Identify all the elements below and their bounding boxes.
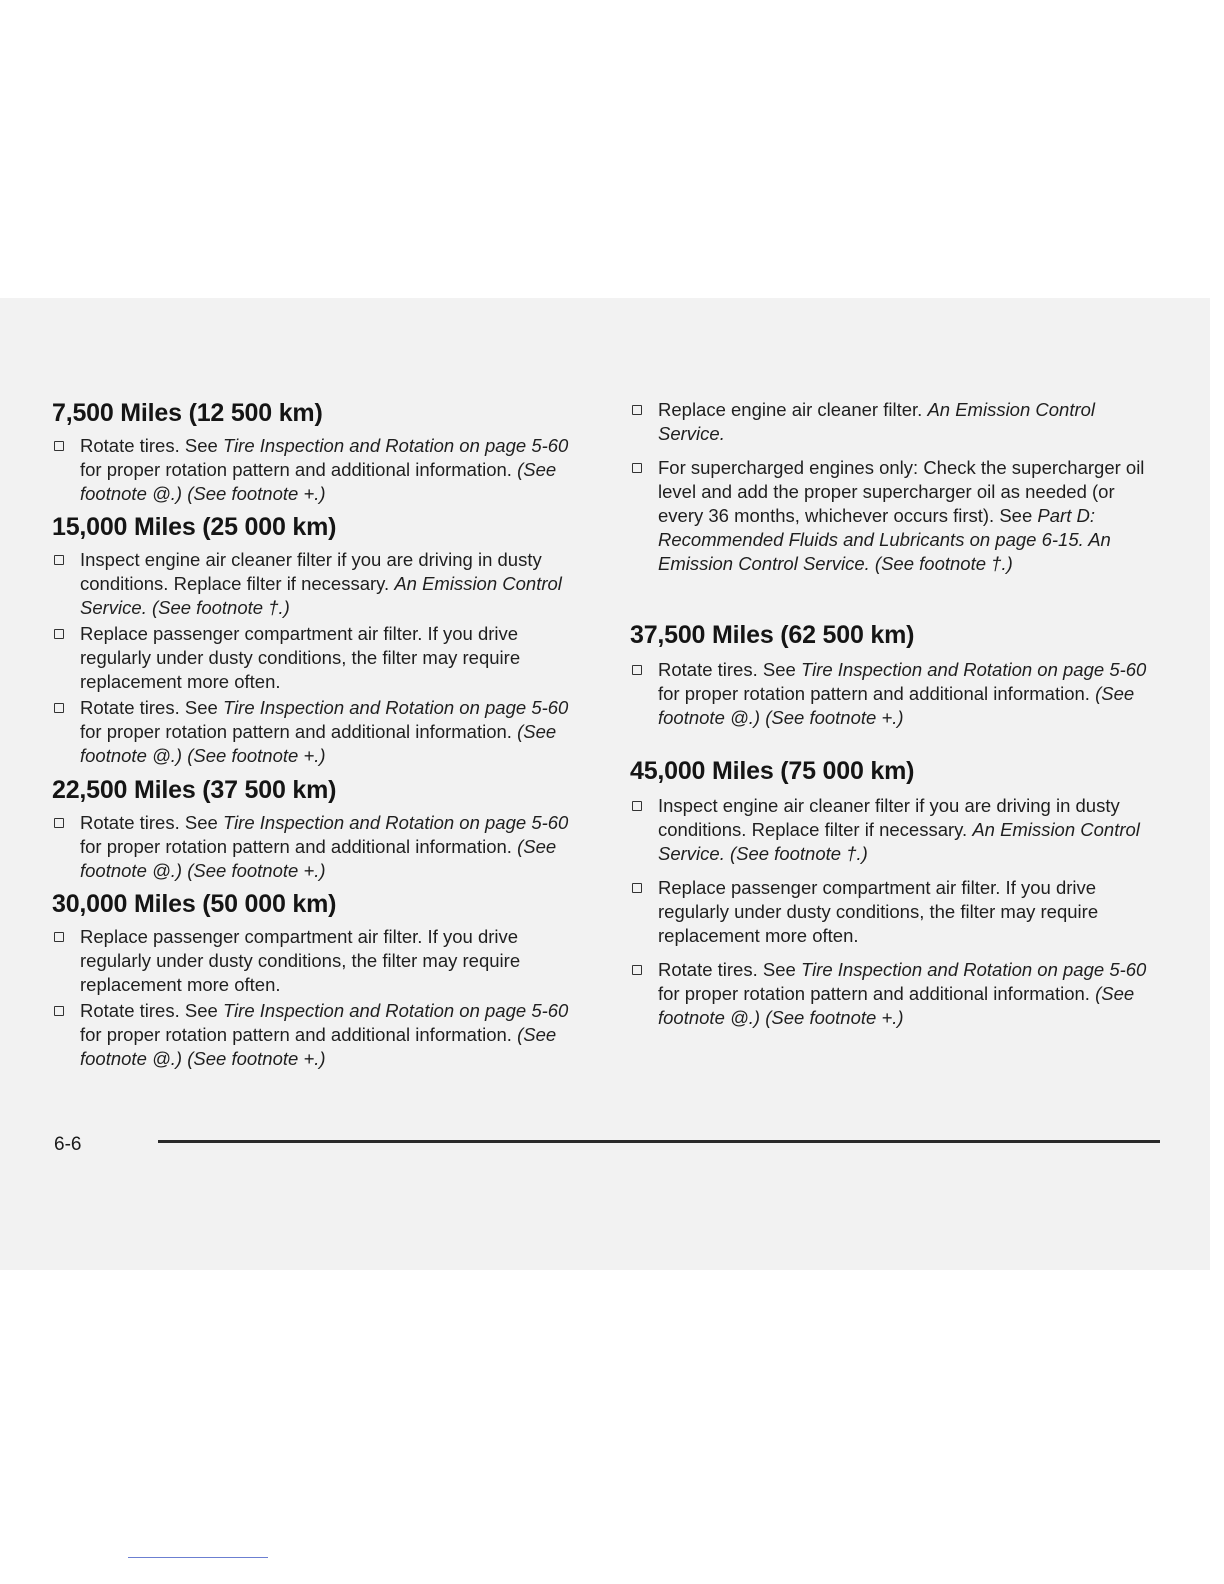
checkbox-icon [54,1006,64,1016]
checklist [630,398,1150,576]
item-reference-text: Tire Inspection and Rotation on page 5-60 [800,659,1147,680]
checklist-item [52,434,572,506]
item-reference-text: Tire Inspection and Rotation on page 5-60 [222,435,569,456]
item-text: Inspect engine air cleaner filter if you are driving in dusty conditions. Replace filter if necessary. [658,795,1120,840]
checklist-item [52,622,572,694]
checkbox-icon [632,405,642,415]
item-reference-text: (See footnote @.) (See footnote +.) [80,836,557,881]
item-text: Replace passenger compartment air filter. If you drive regularly under dusty conditions, the filter may require replacement more often. [80,623,521,692]
maintenance-section [630,398,1150,576]
checkbox-icon [54,818,64,828]
section-heading: 22,500 Miles (37 500 km) [52,776,337,804]
maintenance-section [52,398,572,506]
checklist-item [52,925,572,997]
item-text: for proper rotation pattern and additional information. [658,983,1096,1004]
item-text: Replace passenger compartment air filter. If you drive regularly under dusty conditions, the filter may require replacement more often. [80,926,521,995]
checkbox-icon [632,883,642,893]
item-reference-text: Tire Inspection and Rotation on page 5-60 [222,1000,569,1021]
item-text: for proper rotation pattern and additional information. [80,721,518,742]
checkbox-icon [632,665,642,675]
checklist-item [52,548,572,620]
checklist-item [630,794,1150,866]
checkbox-icon [632,463,642,473]
item-reference-text: Tire Inspection and Rotation on page 5-60 [222,812,569,833]
checkbox-icon [54,555,64,565]
item-text: Rotate tires. See [658,659,801,680]
section-heading: 45,000 Miles (75 000 km) [630,757,915,785]
checklist [52,434,572,506]
item-text: Replace engine air cleaner filter. [658,399,928,420]
section-heading: 37,500 Miles (62 500 km) [630,621,915,649]
item-text: Rotate tires. See [80,435,223,456]
item-reference-text: Tire Inspection and Rotation on page 5-60 [222,697,569,718]
checklist-item [52,999,572,1071]
item-reference-text: (See footnote @.) (See footnote +.) [80,459,557,504]
item-reference-text: (See footnote @.) (See footnote +.) [658,683,1135,728]
item-reference-text: (See footnote @.) (See footnote +.) [80,1024,557,1069]
item-reference-text: An Emission Control Service. (See footnote †.) [658,819,1140,864]
item-reference-text: (See footnote @.) (See footnote +.) [80,721,557,766]
section-heading: 7,500 Miles (12 500 km) [52,399,323,427]
maintenance-section [52,512,572,768]
section-heading: 15,000 Miles (25 000 km) [52,513,337,541]
maintenance-section [630,620,1150,730]
checklist-item [52,696,572,768]
section-heading: 30,000 Miles (50 000 km) [52,890,337,918]
item-reference-text: (See footnote @.) (See footnote +.) [658,983,1135,1028]
item-text: Rotate tires. See [80,697,223,718]
item-text: Replace passenger compartment air filter. If you drive regularly under dusty conditions, the filter may require replacement more often. [658,877,1099,946]
checklist [630,794,1150,1030]
item-text: for proper rotation pattern and additional information. [80,1024,518,1045]
item-text: for proper rotation pattern and additional information. [80,836,518,857]
checklist-item [52,811,572,883]
checkbox-icon [632,801,642,811]
item-text: for proper rotation pattern and additional information. [80,459,518,480]
checkbox-icon [54,703,64,713]
checkbox-icon [632,965,642,975]
footer-rule [158,1140,1160,1143]
checkbox-icon [54,441,64,451]
checklist-item [630,658,1150,730]
manual-page [0,298,1210,1270]
item-reference-text: An Emission Control Service. [658,399,1096,444]
item-text: Inspect engine air cleaner filter if you are driving in dusty conditions. Replace filter if necessary. [80,549,542,594]
maintenance-section [52,889,572,1071]
checklist-item [630,876,1150,948]
checklist-item [630,398,1150,446]
checklist [52,811,572,883]
item-reference-text: Part D: Recommended Fluids and Lubricants on page 6-15. An Emission Control Service. (See footnote †.) [658,505,1111,574]
checklist [52,925,572,1071]
item-reference-text: Tire Inspection and Rotation on page 5-60 [800,959,1147,980]
checkbox-icon [54,932,64,942]
maintenance-section [52,775,572,883]
checklist-item [630,456,1150,576]
bottom-divider [128,1557,268,1558]
item-text: for proper rotation pattern and additional information. [658,683,1096,704]
page-number: 6-6 [54,1134,82,1155]
checklist [52,548,572,768]
item-text: Rotate tires. See [658,959,801,980]
checklist-item [630,958,1150,1030]
maintenance-section [630,756,1150,1030]
item-text: For supercharged engines only: Check the supercharger oil level and add the proper supercharger oil as needed (or every 36 months, whichever occurs first). See [658,457,1145,526]
item-text: Rotate tires. See [80,1000,223,1021]
checkbox-icon [54,629,64,639]
item-reference-text: An Emission Control Service. (See footnote †.) [80,573,562,618]
item-text: Rotate tires. See [80,812,223,833]
checklist [630,658,1150,730]
